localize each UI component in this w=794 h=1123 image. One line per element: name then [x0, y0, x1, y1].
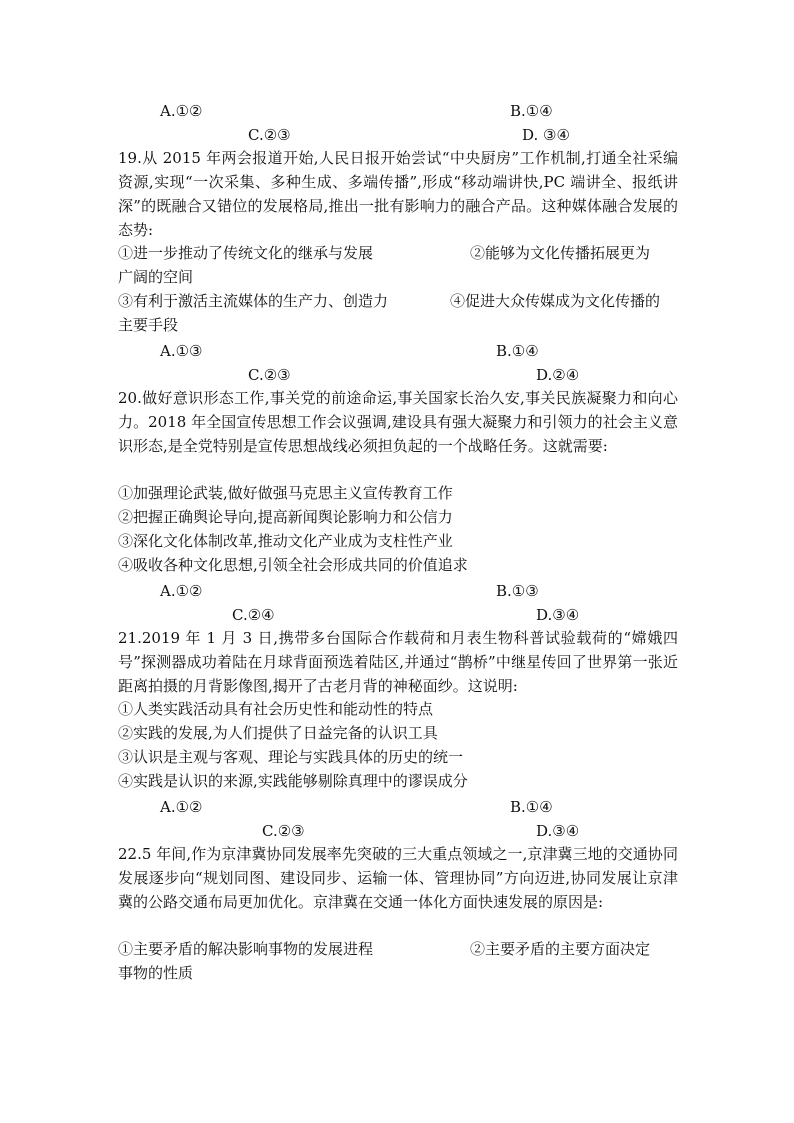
- q22-statement-2-cont: 事物的性质: [118, 964, 194, 982]
- q21-stem: 21.2019 年 1 月 3 日,携带多台国际合作载荷和月表生物科普试验载荷的“嫦娥四号”探测器成功着陆在月球背面预选着陆区,并通过“鹊桥”中继星传回了世界第一张近距离拍摄的月背影像图,揭开了古老月背的神秘面纱。这说明:: [118, 629, 678, 695]
- q19-stem: 19.从 2015 年两会报道开始,人民日报开始尝试“中央厨房”工作机制,打通全社采编资源,实现“一次采集、多种生成、多端传播”,形成“移动端讲快,PC 端讲全、报纸讲深”的既融合又错位的发展格局,推出一批有影响力的融合产品。这种媒体融合发展的态势:: [118, 149, 678, 239]
- q19-option-b: B.①④: [496, 342, 539, 360]
- q19-option-c: C.②③: [248, 366, 291, 384]
- q22-stem: 22.5 年间,作为京津冀协同发展率先突破的三大重点领域之一,京津冀三地的交通协同发展逐步向“规划同图、建设同步、运输一体、管理协同”方向迈进,协同发展让京津冀的公路交通布局更加优化。京津冀在交通一体化方面快速发展的原因是:: [118, 845, 678, 911]
- q18-option-a: A.①②: [160, 102, 203, 120]
- q19-option-d: D.②④: [536, 366, 580, 384]
- q21-statement-4: ④实践是认识的来源,实践能够剔除真理中的谬误成分: [118, 772, 468, 790]
- q19-statement-3: ③有利于激活主流媒体的生产力、创造力: [118, 292, 389, 310]
- q20-statement-4: ④吸收各种文化思想,引领全社会形成共同的价值追求: [118, 556, 468, 574]
- q21-statement-1: ①人类实践活动具有社会历史性和能动性的特点: [118, 700, 434, 718]
- q21-statement-3: ③认识是主观与客观、理论与实践具体的历史的统一: [118, 748, 464, 766]
- q19-statement-4-cont: 主要手段: [118, 316, 179, 334]
- q20-option-c: C.②④: [232, 606, 275, 624]
- q19-statement-1: ①进一步推动了传统文化的继承与发展: [118, 244, 374, 262]
- q21-option-b: B.①④: [510, 798, 553, 816]
- q19-statement-4: ④促进大众传媒成为文化传播的: [450, 292, 661, 310]
- q21-option-a: A.①②: [160, 798, 203, 816]
- q19-option-a: A.①③: [160, 342, 203, 360]
- q20-option-d: D.③④: [536, 606, 580, 624]
- q18-option-c: C.②③: [248, 126, 291, 144]
- q21-statement-2: ②实践的发展,为人们提供了日益完备的认识工具: [118, 724, 438, 742]
- q20-option-b: B.①③: [496, 582, 539, 600]
- q19-statement-2-cont: 广阔的空间: [118, 268, 194, 286]
- q20-statement-2: ②把握正确舆论导向,提高新闻舆论影响力和公信力: [118, 508, 453, 526]
- q18-option-b: B.①④: [510, 102, 553, 120]
- q21-option-d: D.③④: [536, 822, 580, 840]
- q19-statement-2: ②能够为文化传播拓展更为: [470, 244, 651, 262]
- q18-option-d: D. ③④: [522, 126, 570, 144]
- q20-statement-1: ①加强理论武装,做好做强马克思主义宣传教育工作: [118, 484, 453, 502]
- q20-option-a: A.①②: [160, 582, 203, 600]
- q21-option-c: C.②③: [262, 822, 305, 840]
- q20-stem: 20.做好意识形态工作,事关党的前途命运,事关国家长治久安,事关民族凝聚力和向心力。2018 年全国宣传思想工作会议强调,建设具有强大凝聚力和引领力的社会主义意识形态,是全党特别是宣传思想战线必须担负起的一个战略任务。这就需要:: [118, 389, 678, 455]
- q22-statement-2: ②主要矛盾的主要方面决定: [470, 940, 651, 958]
- q22-statement-1: ①主要矛盾的解决影响事物的发展进程: [118, 940, 374, 958]
- q20-statement-3: ③深化文化体制改革,推动文化产业成为支柱性产业: [118, 532, 453, 550]
